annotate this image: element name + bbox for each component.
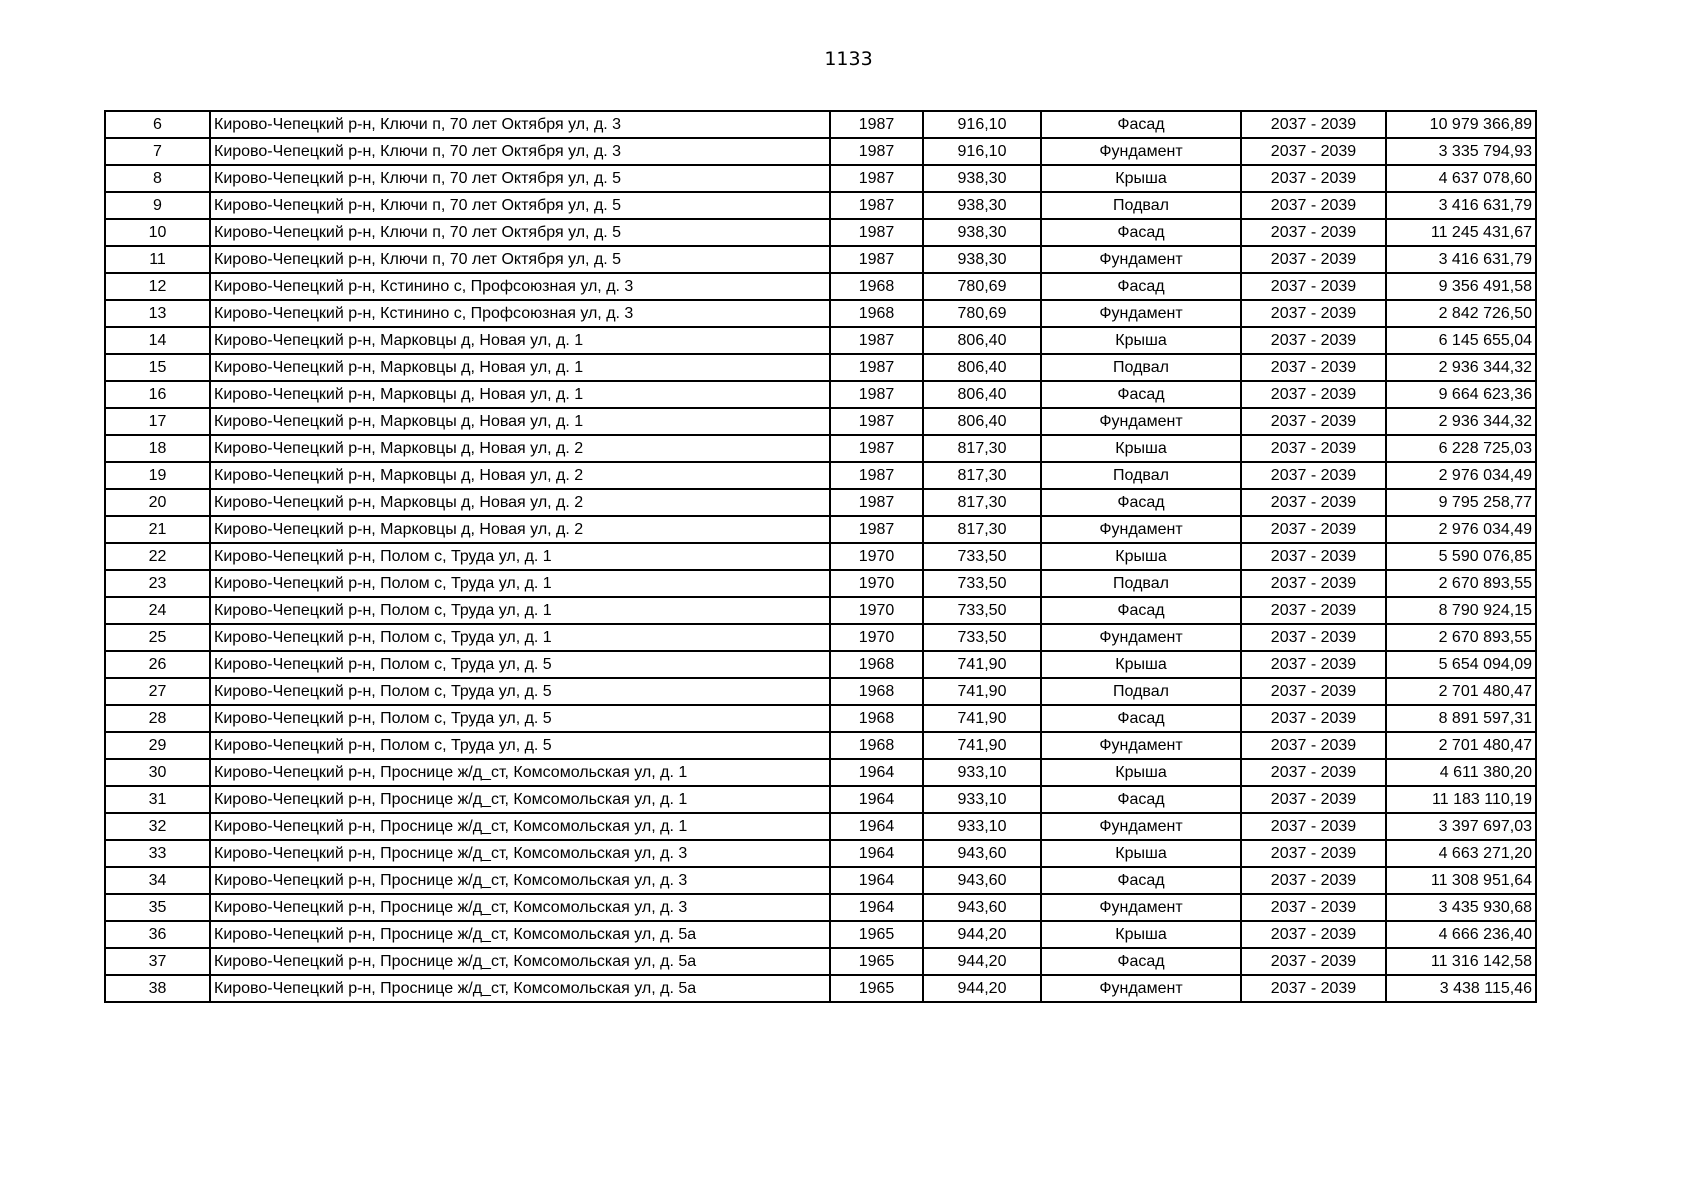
- area-cell: 817,30: [923, 435, 1041, 462]
- year-cell: 1964: [830, 867, 923, 894]
- row-number-cell: 26: [105, 651, 210, 678]
- row-number-cell: 17: [105, 408, 210, 435]
- address-cell: Кирово-Чепецкий р-н, Ключи п, 70 лет Октября ул, д. 3: [210, 138, 830, 165]
- period-cell: 2037 - 2039: [1241, 975, 1386, 1002]
- row-number-cell: 14: [105, 327, 210, 354]
- table-row: [105, 273, 1536, 300]
- year-cell: 1968: [830, 705, 923, 732]
- area-cell: 780,69: [923, 300, 1041, 327]
- period-cell: 2037 - 2039: [1241, 246, 1386, 273]
- address-cell: Кирово-Чепецкий р-н, Проснице ж/д_ст, Комсомольская ул, д. 5а: [210, 975, 830, 1002]
- year-cell: 1987: [830, 489, 923, 516]
- area-cell: 944,20: [923, 921, 1041, 948]
- address-cell: Кирово-Чепецкий р-н, Проснице ж/д_ст, Комсомольская ул, д. 1: [210, 759, 830, 786]
- year-cell: 1970: [830, 597, 923, 624]
- work-type-cell: Крыша: [1041, 759, 1241, 786]
- area-cell: 944,20: [923, 975, 1041, 1002]
- area-cell: 733,50: [923, 570, 1041, 597]
- year-cell: 1968: [830, 651, 923, 678]
- address-cell: Кирово-Чепецкий р-н, Проснице ж/д_ст, Комсомольская ул, д. 1: [210, 813, 830, 840]
- table-row: [105, 543, 1536, 570]
- address-cell: Кирово-Чепецкий р-н, Кстинино с, Профсоюзная ул, д. 3: [210, 273, 830, 300]
- cost-cell: 3 435 930,68: [1386, 894, 1536, 921]
- period-cell: 2037 - 2039: [1241, 786, 1386, 813]
- address-cell: Кирово-Чепецкий р-н, Проснице ж/д_ст, Комсомольская ул, д. 5а: [210, 948, 830, 975]
- row-number-cell: 34: [105, 867, 210, 894]
- table-row: [105, 300, 1536, 327]
- year-cell: 1970: [830, 570, 923, 597]
- cost-cell: 5 590 076,85: [1386, 543, 1536, 570]
- period-cell: 2037 - 2039: [1241, 489, 1386, 516]
- row-number-cell: 18: [105, 435, 210, 462]
- work-type-cell: Фундамент: [1041, 975, 1241, 1002]
- period-cell: 2037 - 2039: [1241, 192, 1386, 219]
- work-type-cell: Фасад: [1041, 786, 1241, 813]
- area-cell: 817,30: [923, 516, 1041, 543]
- year-cell: 1987: [830, 381, 923, 408]
- work-type-cell: Крыша: [1041, 840, 1241, 867]
- area-cell: 938,30: [923, 165, 1041, 192]
- table-row: [105, 165, 1536, 192]
- work-type-cell: Крыша: [1041, 921, 1241, 948]
- table-row: [105, 867, 1536, 894]
- cost-cell: 11 183 110,19: [1386, 786, 1536, 813]
- period-cell: 2037 - 2039: [1241, 705, 1386, 732]
- area-cell: 938,30: [923, 246, 1041, 273]
- row-number-cell: 21: [105, 516, 210, 543]
- period-cell: 2037 - 2039: [1241, 678, 1386, 705]
- address-cell: Кирово-Чепецкий р-н, Марковцы д, Новая ул, д. 2: [210, 462, 830, 489]
- table-row: [105, 381, 1536, 408]
- address-cell: Кирово-Чепецкий р-н, Ключи п, 70 лет Октября ул, д. 5: [210, 219, 830, 246]
- registry-table-body: [105, 111, 1536, 1002]
- cost-cell: 10 979 366,89: [1386, 111, 1536, 138]
- row-number-cell: 6: [105, 111, 210, 138]
- year-cell: 1987: [830, 246, 923, 273]
- work-type-cell: Крыша: [1041, 165, 1241, 192]
- table-row: [105, 219, 1536, 246]
- address-cell: Кирово-Чепецкий р-н, Марковцы д, Новая ул, д. 2: [210, 435, 830, 462]
- address-cell: Кирово-Чепецкий р-н, Полом с, Труда ул, д. 1: [210, 570, 830, 597]
- period-cell: 2037 - 2039: [1241, 840, 1386, 867]
- period-cell: 2037 - 2039: [1241, 948, 1386, 975]
- cost-cell: 11 245 431,67: [1386, 219, 1536, 246]
- period-cell: 2037 - 2039: [1241, 111, 1386, 138]
- work-type-cell: Фасад: [1041, 219, 1241, 246]
- period-cell: 2037 - 2039: [1241, 732, 1386, 759]
- cost-cell: 2 842 726,50: [1386, 300, 1536, 327]
- work-type-cell: Подвал: [1041, 462, 1241, 489]
- row-number-cell: 24: [105, 597, 210, 624]
- cost-cell: 2 701 480,47: [1386, 732, 1536, 759]
- year-cell: 1965: [830, 948, 923, 975]
- work-type-cell: Подвал: [1041, 678, 1241, 705]
- area-cell: 806,40: [923, 354, 1041, 381]
- area-cell: 780,69: [923, 273, 1041, 300]
- period-cell: 2037 - 2039: [1241, 219, 1386, 246]
- period-cell: 2037 - 2039: [1241, 138, 1386, 165]
- table-row: [105, 138, 1536, 165]
- cost-cell: 4 666 236,40: [1386, 921, 1536, 948]
- period-cell: 2037 - 2039: [1241, 300, 1386, 327]
- period-cell: 2037 - 2039: [1241, 273, 1386, 300]
- year-cell: 1987: [830, 165, 923, 192]
- period-cell: 2037 - 2039: [1241, 813, 1386, 840]
- year-cell: 1987: [830, 327, 923, 354]
- cost-cell: 9 356 491,58: [1386, 273, 1536, 300]
- year-cell: 1964: [830, 759, 923, 786]
- registry-table: [104, 110, 1537, 1003]
- cost-cell: 8 891 597,31: [1386, 705, 1536, 732]
- area-cell: 741,90: [923, 732, 1041, 759]
- cost-cell: 2 976 034,49: [1386, 516, 1536, 543]
- address-cell: Кирово-Чепецкий р-н, Марковцы д, Новая ул, д. 2: [210, 516, 830, 543]
- work-type-cell: Фундамент: [1041, 138, 1241, 165]
- period-cell: 2037 - 2039: [1241, 327, 1386, 354]
- area-cell: 933,10: [923, 786, 1041, 813]
- period-cell: 2037 - 2039: [1241, 597, 1386, 624]
- year-cell: 1964: [830, 894, 923, 921]
- table-row: [105, 732, 1536, 759]
- year-cell: 1964: [830, 813, 923, 840]
- address-cell: Кирово-Чепецкий р-н, Полом с, Труда ул, д. 5: [210, 651, 830, 678]
- year-cell: 1968: [830, 732, 923, 759]
- address-cell: Кирово-Чепецкий р-н, Кстинино с, Профсоюзная ул, д. 3: [210, 300, 830, 327]
- year-cell: 1987: [830, 435, 923, 462]
- work-type-cell: Фундамент: [1041, 732, 1241, 759]
- address-cell: Кирово-Чепецкий р-н, Полом с, Труда ул, д. 1: [210, 624, 830, 651]
- area-cell: 933,10: [923, 813, 1041, 840]
- cost-cell: 11 316 142,58: [1386, 948, 1536, 975]
- cost-cell: 9 664 623,36: [1386, 381, 1536, 408]
- row-number-cell: 38: [105, 975, 210, 1002]
- year-cell: 1965: [830, 975, 923, 1002]
- row-number-cell: 36: [105, 921, 210, 948]
- year-cell: 1987: [830, 138, 923, 165]
- period-cell: 2037 - 2039: [1241, 759, 1386, 786]
- table-row: [105, 327, 1536, 354]
- work-type-cell: Крыша: [1041, 651, 1241, 678]
- row-number-cell: 8: [105, 165, 210, 192]
- table-row: [105, 975, 1536, 1002]
- area-cell: 817,30: [923, 489, 1041, 516]
- period-cell: 2037 - 2039: [1241, 381, 1386, 408]
- table-row: [105, 624, 1536, 651]
- address-cell: Кирово-Чепецкий р-н, Проснице ж/д_ст, Комсомольская ул, д. 3: [210, 840, 830, 867]
- row-number-cell: 11: [105, 246, 210, 273]
- address-cell: Кирово-Чепецкий р-н, Проснице ж/д_ст, Комсомольская ул, д. 3: [210, 867, 830, 894]
- work-type-cell: Фундамент: [1041, 246, 1241, 273]
- period-cell: 2037 - 2039: [1241, 867, 1386, 894]
- address-cell: Кирово-Чепецкий р-н, Марковцы д, Новая ул, д. 1: [210, 327, 830, 354]
- period-cell: 2037 - 2039: [1241, 624, 1386, 651]
- period-cell: 2037 - 2039: [1241, 894, 1386, 921]
- year-cell: 1987: [830, 192, 923, 219]
- row-number-cell: 15: [105, 354, 210, 381]
- area-cell: 938,30: [923, 192, 1041, 219]
- table-row: [105, 489, 1536, 516]
- work-type-cell: Фундамент: [1041, 624, 1241, 651]
- period-cell: 2037 - 2039: [1241, 651, 1386, 678]
- table-row: [105, 813, 1536, 840]
- work-type-cell: Крыша: [1041, 435, 1241, 462]
- row-number-cell: 33: [105, 840, 210, 867]
- cost-cell: 6 145 655,04: [1386, 327, 1536, 354]
- address-cell: Кирово-Чепецкий р-н, Проснице ж/д_ст, Комсомольская ул, д. 3: [210, 894, 830, 921]
- work-type-cell: Фундамент: [1041, 300, 1241, 327]
- year-cell: 1987: [830, 462, 923, 489]
- table-row: [105, 111, 1536, 138]
- address-cell: Кирово-Чепецкий р-н, Ключи п, 70 лет Октября ул, д. 3: [210, 111, 830, 138]
- address-cell: Кирово-Чепецкий р-н, Марковцы д, Новая ул, д. 1: [210, 408, 830, 435]
- work-type-cell: Фундамент: [1041, 408, 1241, 435]
- work-type-cell: Фасад: [1041, 111, 1241, 138]
- area-cell: 806,40: [923, 327, 1041, 354]
- row-number-cell: 31: [105, 786, 210, 813]
- cost-cell: 2 701 480,47: [1386, 678, 1536, 705]
- year-cell: 1965: [830, 921, 923, 948]
- area-cell: 938,30: [923, 219, 1041, 246]
- cost-cell: 2 670 893,55: [1386, 624, 1536, 651]
- cost-cell: 4 611 380,20: [1386, 759, 1536, 786]
- period-cell: 2037 - 2039: [1241, 462, 1386, 489]
- row-number-cell: 10: [105, 219, 210, 246]
- area-cell: 943,60: [923, 894, 1041, 921]
- work-type-cell: Фасад: [1041, 867, 1241, 894]
- work-type-cell: Подвал: [1041, 354, 1241, 381]
- period-cell: 2037 - 2039: [1241, 165, 1386, 192]
- row-number-cell: 20: [105, 489, 210, 516]
- work-type-cell: Фасад: [1041, 597, 1241, 624]
- work-type-cell: Фундамент: [1041, 894, 1241, 921]
- cost-cell: 11 308 951,64: [1386, 867, 1536, 894]
- year-cell: 1987: [830, 408, 923, 435]
- period-cell: 2037 - 2039: [1241, 354, 1386, 381]
- table-row: [105, 651, 1536, 678]
- cost-cell: 2 936 344,32: [1386, 354, 1536, 381]
- row-number-cell: 29: [105, 732, 210, 759]
- table-row: [105, 705, 1536, 732]
- period-cell: 2037 - 2039: [1241, 516, 1386, 543]
- period-cell: 2037 - 2039: [1241, 921, 1386, 948]
- address-cell: Кирово-Чепецкий р-н, Полом с, Труда ул, д. 5: [210, 705, 830, 732]
- area-cell: 741,90: [923, 705, 1041, 732]
- period-cell: 2037 - 2039: [1241, 543, 1386, 570]
- area-cell: 943,60: [923, 867, 1041, 894]
- work-type-cell: Фасад: [1041, 489, 1241, 516]
- area-cell: 806,40: [923, 408, 1041, 435]
- address-cell: Кирово-Чепецкий р-н, Полом с, Труда ул, д. 5: [210, 678, 830, 705]
- work-type-cell: Крыша: [1041, 327, 1241, 354]
- area-cell: 733,50: [923, 624, 1041, 651]
- year-cell: 1987: [830, 219, 923, 246]
- address-cell: Кирово-Чепецкий р-н, Марковцы д, Новая ул, д. 2: [210, 489, 830, 516]
- year-cell: 1987: [830, 516, 923, 543]
- row-number-cell: 25: [105, 624, 210, 651]
- cost-cell: 5 654 094,09: [1386, 651, 1536, 678]
- table-row: [105, 597, 1536, 624]
- table-row: [105, 786, 1536, 813]
- address-cell: Кирово-Чепецкий р-н, Ключи п, 70 лет Октября ул, д. 5: [210, 165, 830, 192]
- row-number-cell: 16: [105, 381, 210, 408]
- area-cell: 741,90: [923, 678, 1041, 705]
- page-number: 1133: [824, 48, 873, 70]
- cost-cell: 4 663 271,20: [1386, 840, 1536, 867]
- cost-cell: 2 976 034,49: [1386, 462, 1536, 489]
- row-number-cell: 37: [105, 948, 210, 975]
- address-cell: Кирово-Чепецкий р-н, Марковцы д, Новая ул, д. 1: [210, 354, 830, 381]
- address-cell: Кирово-Чепецкий р-н, Проснице ж/д_ст, Комсомольская ул, д. 5а: [210, 921, 830, 948]
- year-cell: 1970: [830, 624, 923, 651]
- work-type-cell: Фундамент: [1041, 813, 1241, 840]
- area-cell: 741,90: [923, 651, 1041, 678]
- table-row: [105, 516, 1536, 543]
- period-cell: 2037 - 2039: [1241, 435, 1386, 462]
- cost-cell: 2 936 344,32: [1386, 408, 1536, 435]
- row-number-cell: 22: [105, 543, 210, 570]
- table-row: [105, 435, 1536, 462]
- table-row: [105, 894, 1536, 921]
- address-cell: Кирово-Чепецкий р-н, Ключи п, 70 лет Октября ул, д. 5: [210, 192, 830, 219]
- cost-cell: 3 335 794,93: [1386, 138, 1536, 165]
- cost-cell: 9 795 258,77: [1386, 489, 1536, 516]
- cost-cell: 6 228 725,03: [1386, 435, 1536, 462]
- row-number-cell: 30: [105, 759, 210, 786]
- cost-cell: 4 637 078,60: [1386, 165, 1536, 192]
- table-row: [105, 759, 1536, 786]
- table-row: [105, 192, 1536, 219]
- year-cell: 1964: [830, 786, 923, 813]
- cost-cell: 3 397 697,03: [1386, 813, 1536, 840]
- area-cell: 944,20: [923, 948, 1041, 975]
- address-cell: Кирово-Чепецкий р-н, Полом с, Труда ул, д. 1: [210, 543, 830, 570]
- year-cell: 1968: [830, 273, 923, 300]
- work-type-cell: Фасад: [1041, 948, 1241, 975]
- row-number-cell: 19: [105, 462, 210, 489]
- cost-cell: 2 670 893,55: [1386, 570, 1536, 597]
- address-cell: Кирово-Чепецкий р-н, Проснице ж/д_ст, Комсомольская ул, д. 1: [210, 786, 830, 813]
- table-row: [105, 246, 1536, 273]
- address-cell: Кирово-Чепецкий р-н, Полом с, Труда ул, д. 1: [210, 597, 830, 624]
- row-number-cell: 28: [105, 705, 210, 732]
- row-number-cell: 32: [105, 813, 210, 840]
- work-type-cell: Подвал: [1041, 192, 1241, 219]
- address-cell: Кирово-Чепецкий р-н, Ключи п, 70 лет Октября ул, д. 5: [210, 246, 830, 273]
- period-cell: 2037 - 2039: [1241, 408, 1386, 435]
- table-row: [105, 840, 1536, 867]
- area-cell: 916,10: [923, 138, 1041, 165]
- cost-cell: 8 790 924,15: [1386, 597, 1536, 624]
- address-cell: Кирово-Чепецкий р-н, Марковцы д, Новая ул, д. 1: [210, 381, 830, 408]
- area-cell: 733,50: [923, 543, 1041, 570]
- work-type-cell: Фасад: [1041, 705, 1241, 732]
- row-number-cell: 13: [105, 300, 210, 327]
- year-cell: 1970: [830, 543, 923, 570]
- year-cell: 1987: [830, 354, 923, 381]
- area-cell: 933,10: [923, 759, 1041, 786]
- row-number-cell: 27: [105, 678, 210, 705]
- row-number-cell: 7: [105, 138, 210, 165]
- work-type-cell: Фасад: [1041, 273, 1241, 300]
- table-row: [105, 462, 1536, 489]
- cost-cell: 3 438 115,46: [1386, 975, 1536, 1002]
- row-number-cell: 35: [105, 894, 210, 921]
- table-row: [105, 921, 1536, 948]
- area-cell: 817,30: [923, 462, 1041, 489]
- table-row: [105, 570, 1536, 597]
- row-number-cell: 12: [105, 273, 210, 300]
- work-type-cell: Фасад: [1041, 381, 1241, 408]
- cost-cell: 3 416 631,79: [1386, 192, 1536, 219]
- area-cell: 806,40: [923, 381, 1041, 408]
- work-type-cell: Крыша: [1041, 543, 1241, 570]
- year-cell: 1964: [830, 840, 923, 867]
- year-cell: 1968: [830, 300, 923, 327]
- year-cell: 1968: [830, 678, 923, 705]
- period-cell: 2037 - 2039: [1241, 570, 1386, 597]
- work-type-cell: Фундамент: [1041, 516, 1241, 543]
- area-cell: 943,60: [923, 840, 1041, 867]
- table-row: [105, 678, 1536, 705]
- year-cell: 1987: [830, 111, 923, 138]
- table-row: [105, 408, 1536, 435]
- area-cell: 733,50: [923, 597, 1041, 624]
- row-number-cell: 23: [105, 570, 210, 597]
- table-row: [105, 948, 1536, 975]
- cost-cell: 3 416 631,79: [1386, 246, 1536, 273]
- area-cell: 916,10: [923, 111, 1041, 138]
- row-number-cell: 9: [105, 192, 210, 219]
- table-row: [105, 354, 1536, 381]
- work-type-cell: Подвал: [1041, 570, 1241, 597]
- address-cell: Кирово-Чепецкий р-н, Полом с, Труда ул, д. 5: [210, 732, 830, 759]
